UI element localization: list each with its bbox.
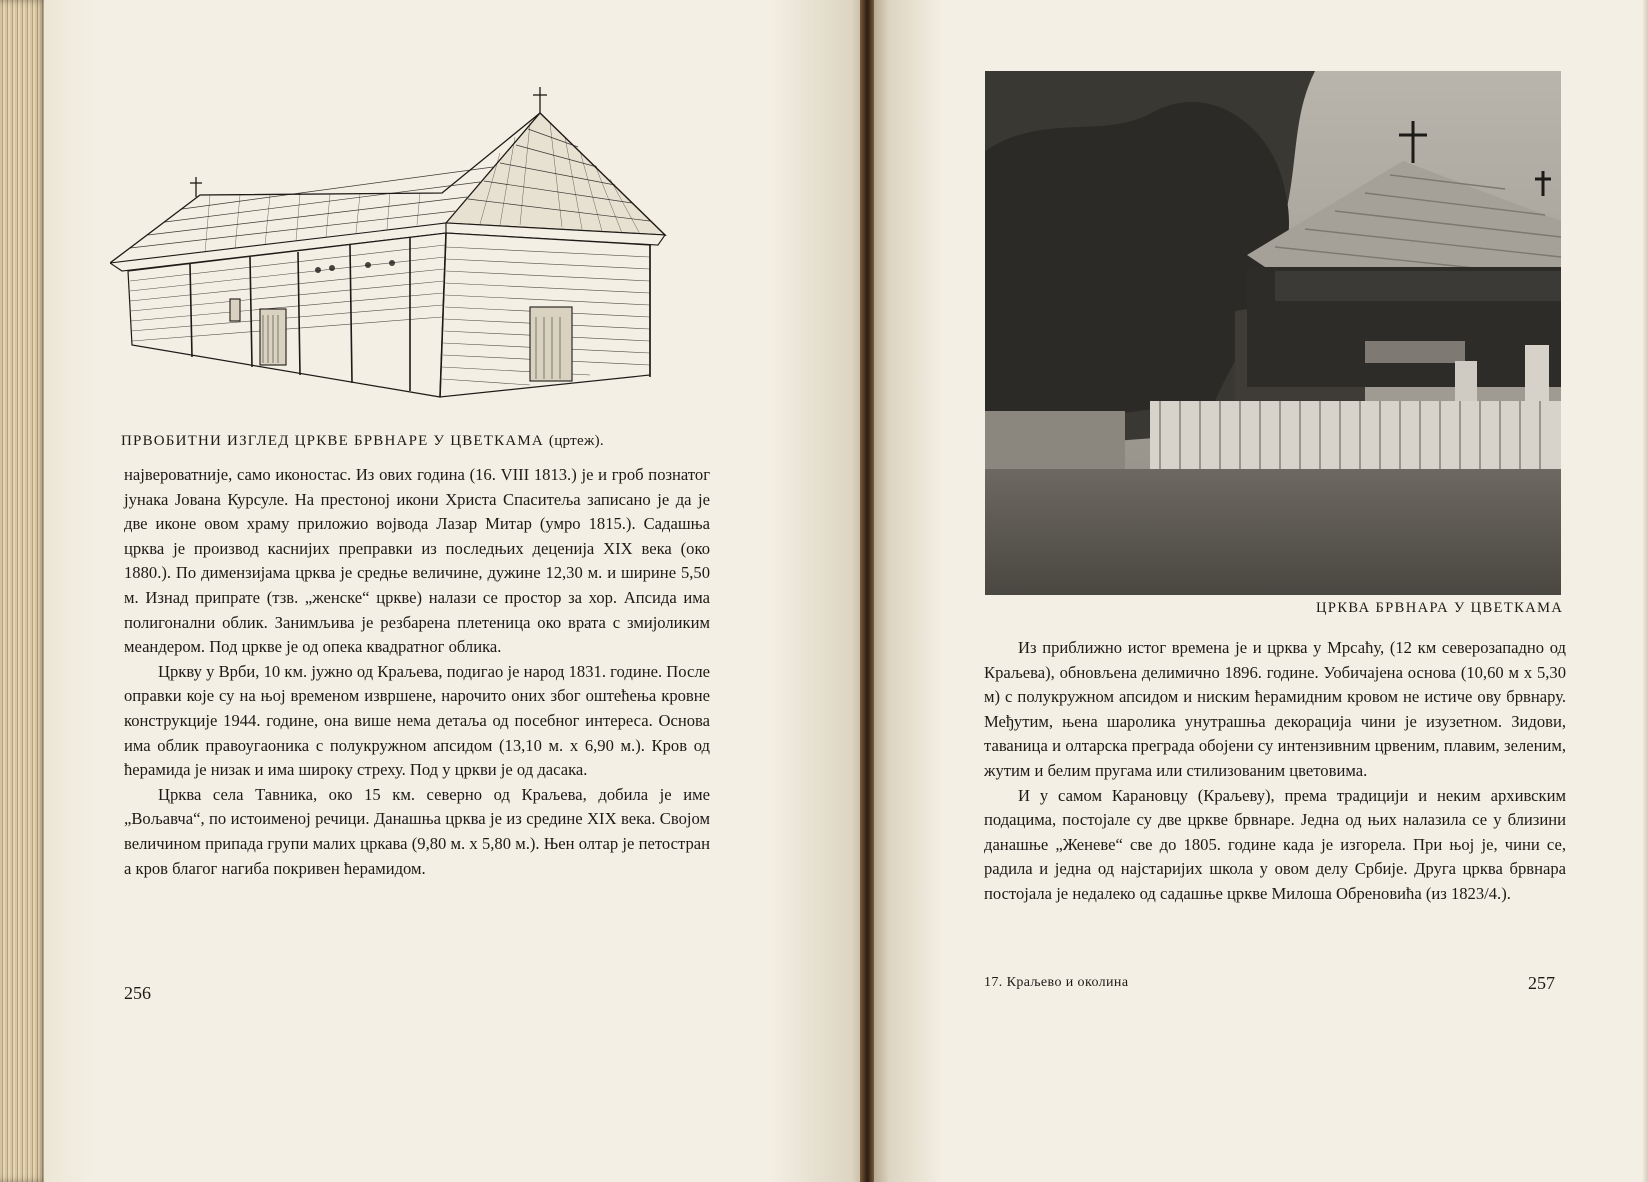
right-body-text xyxy=(984,636,1566,907)
paragraph: И у самом Карановцу (Краљеву), према традицији и неким архивским подацима, постојале су две цркве брвнаре. Једна од њих налазила се у близини данашње „Женеве“ све до 1805. године када је изгорела. При њој је, чини се, радила и једна од најстаријих школа у овом делу Србије. Друга црква брвнара постојала је недалеко од садашње цркве Милоша Обреновића (из 1823/4.). xyxy=(984,785,1566,903)
church-photo xyxy=(985,71,1561,595)
page-edges xyxy=(0,0,48,1182)
photo-caption: ЦРКВА БРВНАРА У ЦВЕТКАМА xyxy=(1316,600,1564,616)
left-body-text xyxy=(124,463,710,881)
paragraph: Цркву у Врби, 10 км. јужно од Краљева, подигао је народ 1831. године. После оправки које су на њој временом извршене, нарочито оних због оштећења кровне конструкције 1944. године, она више нема детаља од посебног интереса. Основа има облик правоугаоника с полукружном апсидом (13,10 м. х 6,90 м.). Кров од ћерамида је низак и има широку стреху. Под у цркви је од дасака. xyxy=(124,661,710,780)
page-edge-shadow xyxy=(1642,0,1648,1182)
paragraph: Из приближно истог времена је и црква у Мрсаћу, (12 км северозападно од Краљева), обновљена делимично 1896. године. Уобичајена основа (10,60 м х 5,30 м) с полукружном апсидом и ниским ћерамидним кровом не истиче ову брвнару. Међутим, њена шаролика унутрашња декорација чини је изузетном. Зидови, таваница и олтарска преграда обојени су интензивним црвеним, плавим, зеленим, жутим и белим пругама или стилизованим цветовима. xyxy=(984,638,1566,780)
page-number: 256 xyxy=(124,983,151,1003)
church-drawing xyxy=(110,85,710,420)
drawing-caption xyxy=(121,433,604,450)
paragraph: Црква села Тавника, око 15 км. северно од Краљева, добила је име „Вољавча“, по истоименој речици. Данашња црква је из средине XIX века. Својом величином припада групи малих цркава (9,80 м. х 5,80 м.). Њен олтар је петостран а кров благог нагиба покривен ћерамидом. xyxy=(124,784,710,878)
paragraph: највероватније, само иконостас. Из ових година (16. VIII 1813.) је и гроб познатог јунака Јована Курсуле. На престоној икони Христа Спаситеља записано је да је две иконе овом храму приложио војвода Лазар Митар (умро 1815.). Садашња црква је производ каснијих преправки из последњих деценија XIX века (око 1880.). По димензијама црква је средње величине, дужине 12,30 м. и ширине 5,50 м. Изнад припрате (тзв. „женске“ цркве) налази се простор за хор. Апсида има полигонални облик. Занимљива је резбарена плетеница око врата с змијоликим меандером. Под цркве је од опека квадратног облика. xyxy=(124,465,710,657)
footer-note: 17. Краљево и околина xyxy=(984,975,1129,990)
drawing-caption-main: ПРВОБИТНИ ИЗГЛЕД ЦРКВЕ БРВНАРЕ У ЦВЕТКАМА xyxy=(121,433,544,449)
drawing-caption-note: (цртеж). xyxy=(548,433,604,449)
page-number: 257 xyxy=(1528,973,1555,993)
